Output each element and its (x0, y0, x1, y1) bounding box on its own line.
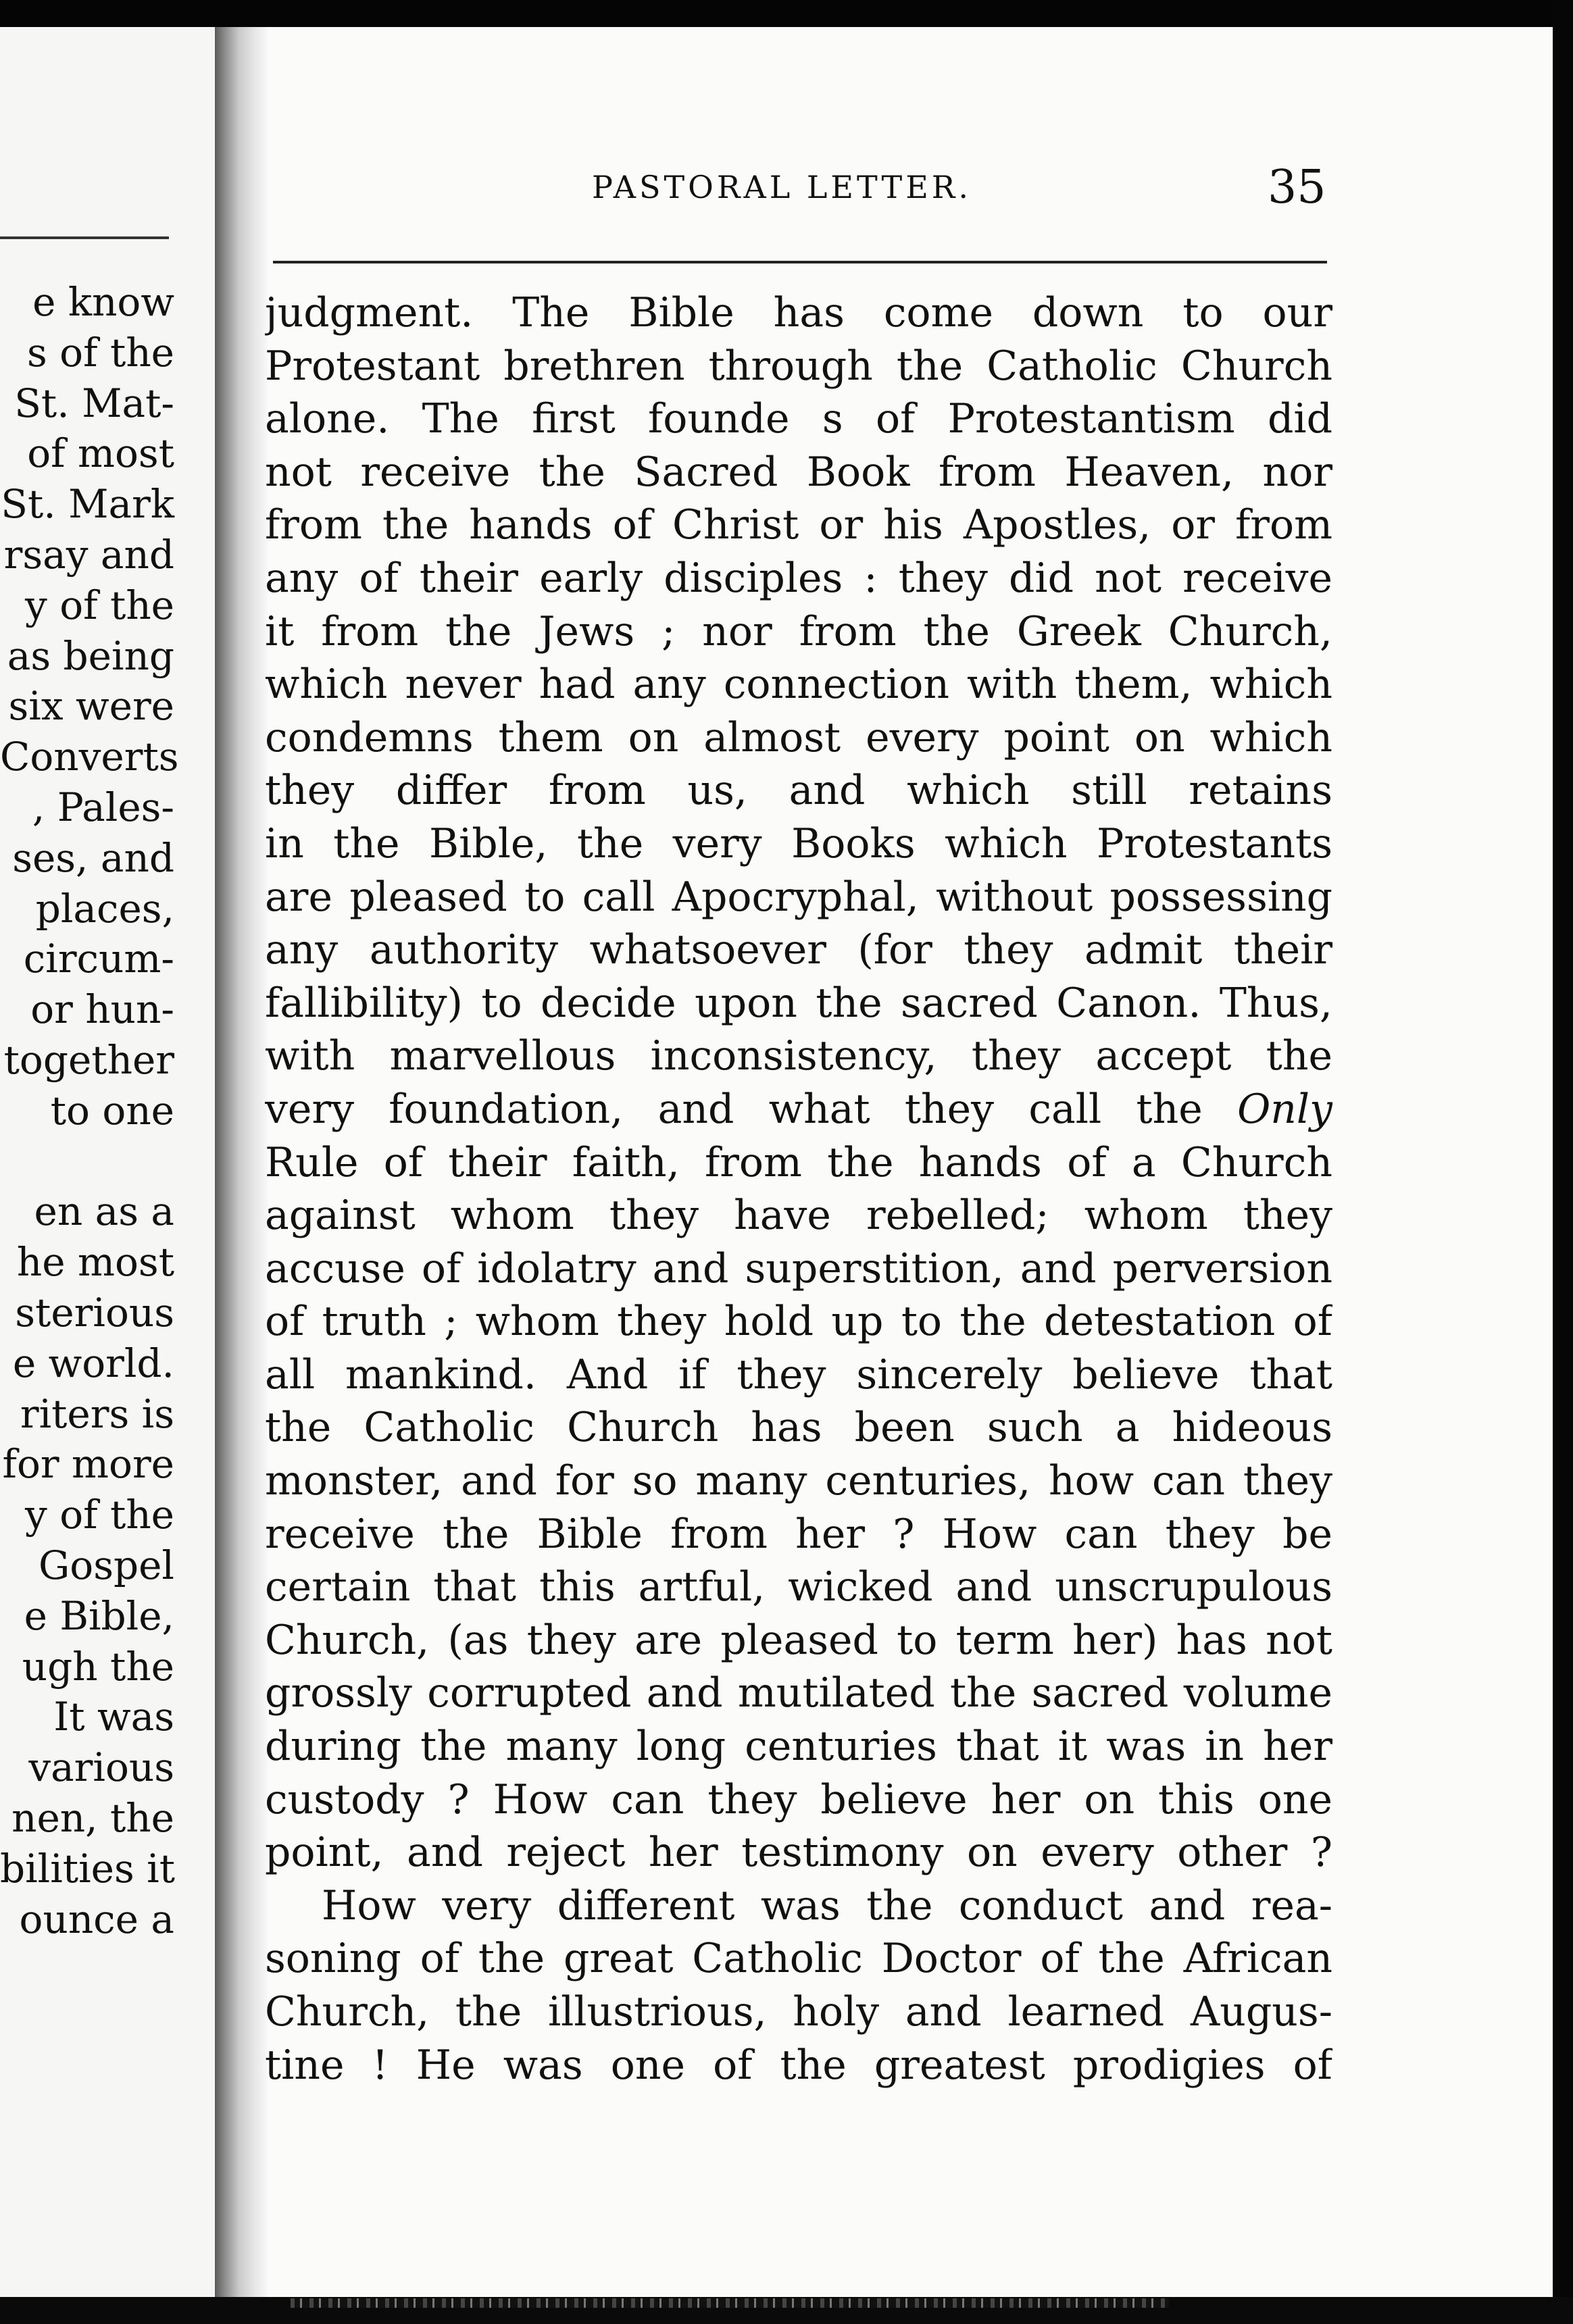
paragraph-first-line: How very different was the conduct and rea- (322, 1881, 1332, 1929)
scan-top-edge (0, 0, 1573, 27)
facing-page (0, 27, 215, 2297)
facing-line: rsay and (3, 531, 174, 578)
facing-line: sterious (15, 1289, 174, 1336)
scan-noise-strip (291, 2298, 1169, 2308)
facing-line: for more (2, 1441, 174, 1488)
text-line: accuse of idolatry and superstition, and perversion (265, 1244, 1332, 1292)
text-line: with marvellous inconsistency, they accept the (265, 1032, 1332, 1080)
facing-line: en as a (34, 1188, 174, 1235)
text-line: are pleased to call Apocryphal, without possessing (265, 873, 1332, 921)
text-line: Protestant brethren through the Catholic Church (265, 342, 1332, 390)
facing-line: nen, the (11, 1794, 174, 1841)
facing-line: St. Mark (1, 481, 174, 528)
text-line: judgment. The Bible has come down to our (265, 289, 1332, 336)
facing-line: e know (32, 279, 174, 325)
facing-page-rule (0, 236, 169, 239)
header-rule (273, 261, 1327, 263)
text-line: Rule of their faith, from the hands of a Church (265, 1138, 1332, 1186)
facing-line: places, (35, 885, 174, 932)
facing-line: to one (50, 1087, 174, 1134)
facing-line: he most (16, 1239, 174, 1286)
text-segment: very foundation, and what they call the (265, 1085, 1203, 1133)
facing-line: s of the (26, 329, 174, 376)
text-line: which never had any connection with them, which (265, 661, 1332, 709)
running-title: PASTORAL LETTER. (592, 169, 972, 205)
text-line: fallibility) to decide upon the sacred Canon. Thus, (265, 979, 1332, 1027)
facing-line: y of the (24, 582, 174, 628)
scan-right-edge (1553, 0, 1573, 2324)
text-line: in the Bible, the very Books which Protestants (265, 819, 1332, 867)
text-line: tine ! He was one of the greatest prodigies of (265, 2041, 1332, 2089)
italic-word: Only (1237, 1085, 1332, 1133)
facing-line: riters is (20, 1390, 174, 1437)
facing-line: , Pales- (32, 784, 174, 830)
binding-gutter (215, 27, 268, 2297)
text-line: it from the Jews ; nor from the Greek Church, (265, 607, 1332, 655)
facing-line: circum- (23, 936, 174, 982)
facing-line: ounce a (19, 1896, 174, 1942)
facing-line: ses, and (12, 834, 174, 881)
text-line: grossly corrupted and mutilated the sacred volume (265, 1669, 1332, 1717)
text-line: any of their early disciples : they did not receive (265, 554, 1332, 602)
text-line: not receive the Sacred Book from Heaven, nor (265, 448, 1332, 496)
facing-page-text (0, 277, 215, 1944)
facing-line: e world. (12, 1340, 174, 1386)
text-line: against whom they have rebelled; whom they (265, 1192, 1332, 1240)
text-line: any authority whatsoever (for they admit their (265, 926, 1332, 974)
facing-line: together (3, 1036, 174, 1083)
facing-line: or hun- (30, 986, 174, 1033)
facing-line: St. Mat- (14, 380, 174, 426)
page-number: 35 (1268, 161, 1326, 214)
text-line: alone. The first founde s of Protestantism did (265, 395, 1332, 443)
facing-line: bilities it (0, 1845, 176, 1892)
facing-line: Converts (0, 734, 179, 780)
text-line: Church, the illustrious, holy and learned Augus- (265, 1988, 1332, 2036)
text-line: Church, (as they are pleased to term her) has not (265, 1616, 1332, 1664)
facing-line: e Bible, (24, 1592, 174, 1639)
facing-line (0, 1136, 215, 1187)
page-body (265, 286, 1332, 2092)
facing-line: six were (8, 683, 174, 730)
facing-line: Gospel (38, 1542, 174, 1588)
text-line: from the hands of Christ or his Apostles, or from (265, 501, 1332, 549)
text-line: condemns them on almost every point on which (265, 713, 1332, 761)
facing-line: of most (27, 430, 174, 477)
facing-line: as being (7, 632, 174, 679)
text-line: receive the Bible from her ? How can they be (265, 1510, 1332, 1558)
text-line: monster, and for so many centuries, how can they (265, 1457, 1332, 1505)
facing-line: y of the (24, 1492, 174, 1538)
facing-line: ugh the (22, 1643, 174, 1690)
text-line: during the many long centuries that it was in her (265, 1723, 1332, 1771)
text-line: point, and reject her testimony on every other ? (265, 1829, 1332, 1877)
facing-line: various (28, 1744, 174, 1791)
text-line: of truth ; whom they hold up to the detestation of (265, 1298, 1332, 1346)
text-line: certain that this artful, wicked and unscrupulous (265, 1563, 1332, 1611)
text-line: soning of the great Catholic Doctor of the African (265, 1935, 1332, 1983)
text-line: all mankind. And if they sincerely believe that (265, 1350, 1332, 1398)
text-line: custody ? How can they believe her on this one (265, 1775, 1332, 1823)
text-line-with-italic (265, 1083, 1332, 1136)
text-line: they differ from us, and which still retains (265, 767, 1332, 815)
text-line: the Catholic Church has been such a hideous (265, 1404, 1332, 1452)
facing-line: It was (53, 1694, 174, 1740)
